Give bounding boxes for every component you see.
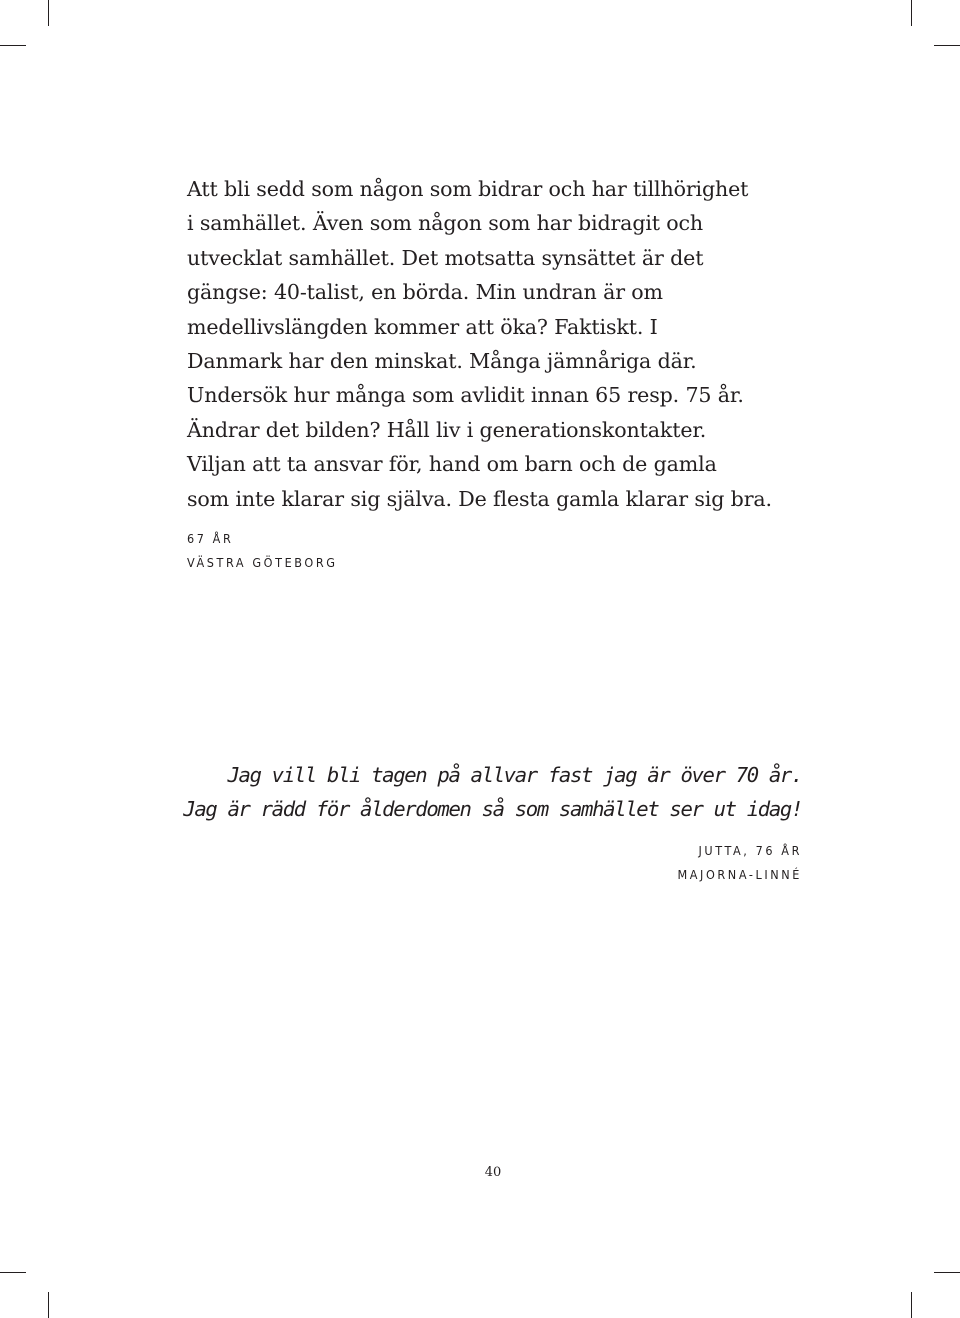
attribution-second xyxy=(677,839,802,887)
body-line: Danmark har den minskat. Många jämnåriga där. xyxy=(187,349,697,374)
crop-mark-top-left-horizontal xyxy=(0,45,26,46)
crop-mark-bottom-left-vertical xyxy=(48,1292,49,1318)
body-line: Viljan att ta ansvar för, hand om barn och de gamla xyxy=(187,452,717,477)
body-line: som inte klarar sig själva. De flesta gamla klarar sig bra. xyxy=(187,486,772,511)
body-line: medellivslängden kommer att öka? Faktiskt. I xyxy=(187,314,658,339)
attribution-place: MAJORNA-LINNÉ xyxy=(677,867,802,882)
crop-mark-top-left-vertical xyxy=(48,0,49,26)
body-line: utvecklat samhället. Det motsatta synsättet är det xyxy=(187,245,704,270)
attribution-first xyxy=(187,527,338,575)
attribution-place: VÄSTRA GÖTEBORG xyxy=(187,555,338,570)
attribution-name-age: JUTTA, 76 ÅR xyxy=(698,843,802,858)
quote-line: Jag är rädd för ålderdomen så som samhället ser ut idag! xyxy=(183,797,802,821)
body-line: Att bli sedd som någon som bidrar och har tillhörighet xyxy=(187,177,749,201)
crop-mark-bottom-right-vertical xyxy=(911,1292,912,1318)
pull-quote xyxy=(183,758,802,826)
crop-mark-top-right-vertical xyxy=(911,0,912,26)
body-line: i samhället. Även som någon som har bidragit och xyxy=(187,211,704,236)
crop-mark-bottom-right-horizontal xyxy=(934,1272,960,1273)
body-paragraph xyxy=(187,172,827,516)
page-number: 40 xyxy=(484,1165,502,1180)
crop-mark-bottom-left-horizontal xyxy=(0,1272,26,1273)
body-line: Undersök hur många som avlidit innan 65 resp. 75 år. xyxy=(187,383,744,408)
body-line: Ändrar det bilden? Håll liv i generationskontakter. xyxy=(187,417,707,442)
quote-line: Jag vill bli tagen på allvar fast jag är över 70 år. xyxy=(227,763,802,787)
attribution-age: 67 ÅR xyxy=(187,531,234,546)
crop-mark-top-right-horizontal xyxy=(934,45,960,46)
body-line: gängse: 40-talist, en börda. Min undran är om xyxy=(187,280,663,305)
